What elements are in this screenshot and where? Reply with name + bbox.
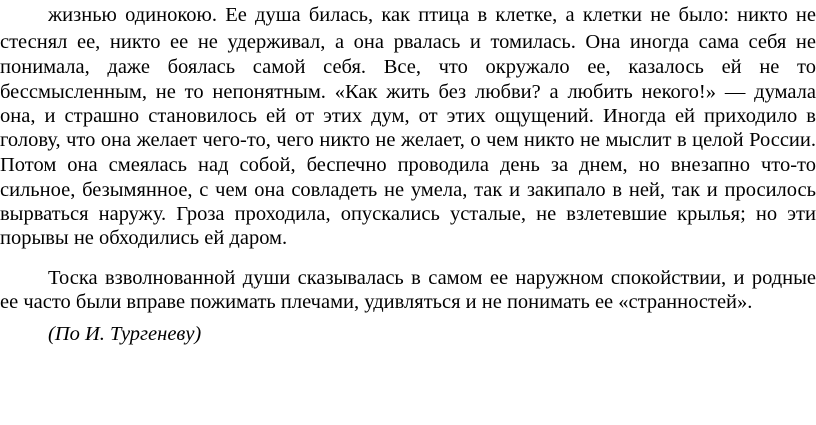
paragraph2-line-2: ее часто были вправе пожимать плечами, удивляться и не понимать ее «странностей». (0, 291, 753, 313)
paragraph1-line-6: голову, что она желает чего-то, чего никто не желает, о чем никто не мыслит в целой России. (0, 129, 816, 151)
paragraph1-line-10: порывы не обходились ей даром. (0, 227, 288, 249)
paragraph2-line-1: Тоска взволнованной души сказывалась в самом ее наружном спокойствии, и родные (48, 267, 816, 289)
author-attribution: (По И. Тургеневу) (48, 323, 202, 345)
paragraph1-line-8: сильное, безымянное, с чем она совладеть не умела, так и закипало в ней, так и просилось (0, 179, 816, 201)
paragraph1-line-2: стеснял ее, никто ее не удерживал, а она рвалась и томилась. Она иногда сама себя не (0, 31, 816, 53)
paragraph1-line-1: жизнью одинокою. Ее душа билась, как птица в клетке, а клетки не было: никто не (48, 4, 816, 26)
paragraph1-line-4: бессмысленным, не то непонятным. «Как жить без любви? а любить некого!» — думала (0, 81, 816, 103)
paragraph1-line-5: она, и страшно становилось ей от этих дум, от этих ощущений. Иногда ей приходило в (0, 105, 816, 127)
paragraph1-line-3: понимала, даже боялась самой себя. Все, что окружало ее, казалось ей не то (0, 56, 816, 78)
paragraph1-line-7: Потом она смеялась над собой, беспечно проводила день за днем, но внезапно что-то (0, 154, 816, 176)
paragraph1-line-9: вырваться наружу. Гроза проходила, опускались усталые, не взлетевшие крылья; но эти (0, 203, 816, 225)
